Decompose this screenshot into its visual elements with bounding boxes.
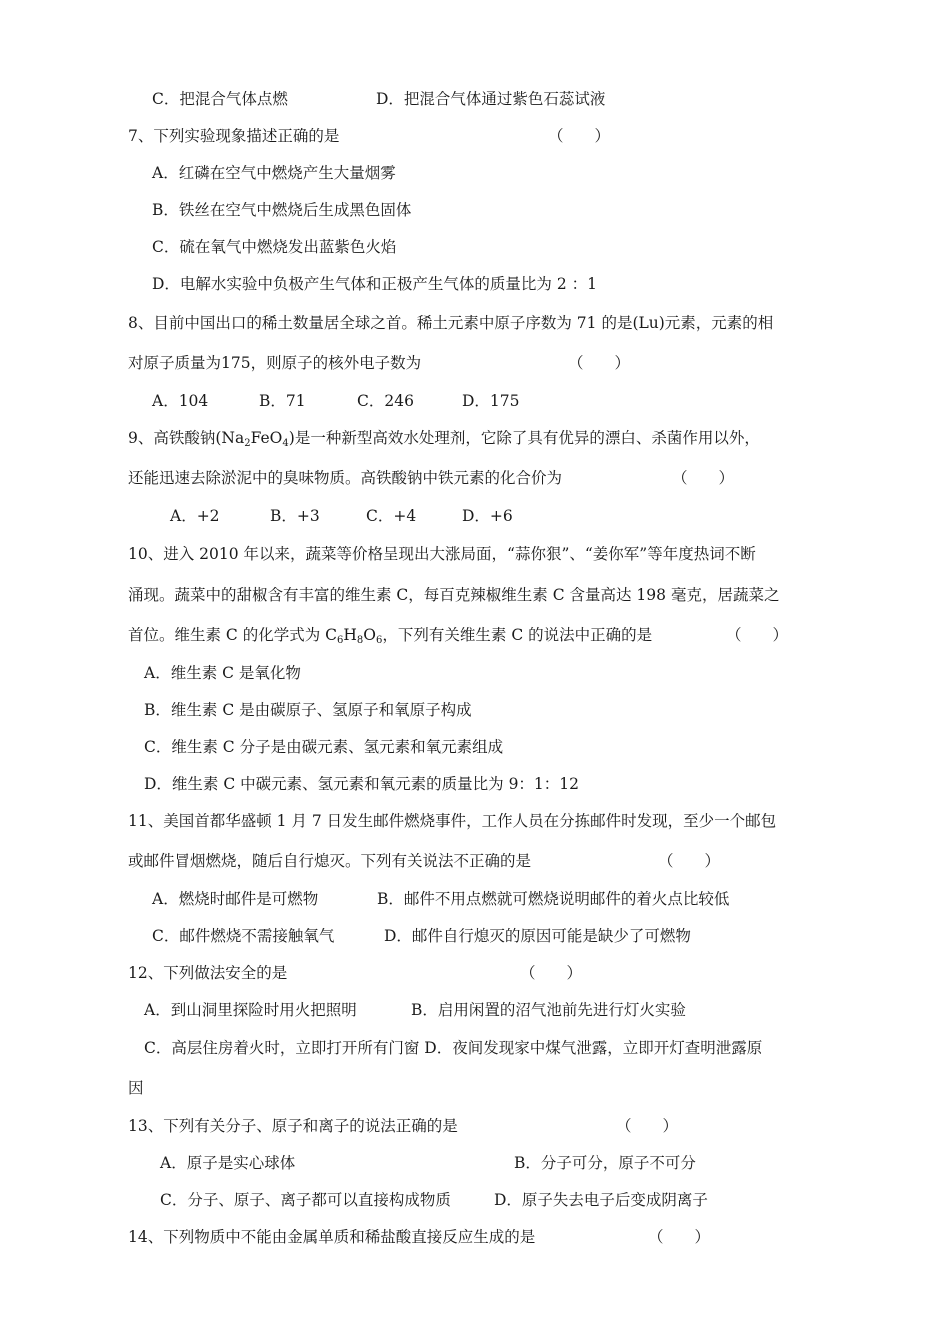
q9-sub-1: 2 [244,438,251,449]
q9-option-b: B．+3 [270,507,320,525]
q10-stem-part-c: O [363,626,377,644]
q10-option-a: A．维生素 C 是氧化物 [144,664,301,682]
q10-stem-line3 [128,625,652,645]
q9-answer-paren: （ ） [672,469,735,487]
q7-answer-paren: （ ） [548,127,611,145]
q12-answer-paren: （ ） [520,964,583,982]
q8-option-b: B．71 [259,392,306,410]
q10-option-c: C．维生素 C 分子是由碳元素、氢元素和氧元素组成 [144,738,504,756]
q8-answer-paren: （ ） [568,354,631,372]
q10-stem-part-d: ，下列有关维生素 C 的说法中正确的是 [382,626,653,644]
q12-option-d-continued: 因 [128,1079,144,1097]
q7-stem: 7、下列实验现象描述正确的是 [128,127,340,145]
q9-stem-part-b: FeO [250,429,283,447]
q11-answer-paren: （ ） [658,852,721,870]
q10-sub-1: 6 [337,635,344,646]
q9-stem-line1 [128,428,760,448]
q7-option-b: B．铁丝在空气中燃烧后生成黑色固体 [152,201,412,219]
q9-sub-2: 4 [282,438,289,449]
q10-sub-2: 8 [356,635,364,646]
q9-option-d: D．+6 [462,507,513,525]
q10-answer-paren: （ ） [726,626,789,644]
q8-stem-line2: 对原子质量为175，则原子的核外电子数为 [128,354,422,372]
q10-sub-3: 6 [376,635,383,646]
q7-option-c: C．硫在氧气中燃烧发出蓝紫色火焰 [152,238,397,256]
q13-option-a: A．原子是实心球体 [160,1154,296,1172]
q13-option-d: D．原子失去电子后变成阴离子 [494,1191,708,1209]
q11-option-a: A．燃烧时邮件是可燃物 [152,890,319,908]
q10-option-b: B．维生素 C 是由碳原子、氢原子和氧原子构成 [144,701,472,719]
q14-answer-paren: （ ） [648,1228,711,1246]
q8-stem-line1: 8、目前中国出口的稀土数量居全球之首。稀土元素中原子序数为 71 的是(Lu)元素，元素的相 [128,314,774,332]
q11-option-c: C．邮件燃烧不需接触氧气 [152,927,335,945]
q12-stem: 12、下列做法安全的是 [128,964,288,982]
q14-stem: 14、下列物质中不能由金属单质和稀盐酸直接反应生成的是 [128,1228,536,1246]
q6-option-c: C．把混合气体点燃 [152,90,288,108]
q7-option-a: A．红磷在空气中燃烧产生大量烟雾 [152,164,396,182]
q12-option-a: A．到山洞里探险时用火把照明 [144,1001,357,1019]
q10-option-d: D．维生素 C 中碳元素、氢元素和氧元素的质量比为 9：1：12 [144,775,580,793]
q11-option-d: D．邮件自行熄灭的原因可能是缺少了可燃物 [384,927,691,945]
q10-stem-line1: 10、进入 2010 年以来，蔬菜等价格呈现出大涨局面，“蒜你狠”、“姜你军”等年度热词不断 [128,545,756,563]
q9-stem-part-c: )是一种新型高效水处理剂，它除了具有优异的漂白、杀菌作用以外， [288,429,760,447]
q12-option-c-d: C．高层住房着火时，立即打开所有门窗 D．夜间发现家中煤气泄露，立即开灯查明泄露原 [144,1039,763,1057]
q10-stem-part-b: H [343,626,357,644]
q13-option-c: C．分子、原子、离子都可以直接构成物质 [160,1191,451,1209]
q11-stem-line1: 11、美国首都华盛顿 1 月 7 日发生邮件燃烧事件，工作人员在分拣邮件时发现，至少一个邮包 [128,812,777,830]
q11-option-b: B．邮件不用点燃就可燃烧说明邮件的着火点比较低 [377,890,730,908]
q13-option-b: B．分子可分，原子不可分 [514,1154,696,1172]
q11-stem-line2: 或邮件冒烟燃烧，随后自行熄灭。下列有关说法不正确的是 [128,852,532,870]
q9-stem-part-a: 9、高铁酸钠(Na [128,429,245,447]
q7-option-d: D．电解水实验中负极产生气体和正极产生气体的质量比为 2 ：1 [152,275,598,293]
q12-option-b: B．启用闲置的沼气池前先进行灯火实验 [411,1001,686,1019]
q8-option-d: D．175 [462,392,520,410]
q10-stem-part-a: 首位。维生素 C 的化学式为 C [128,626,338,644]
q8-option-c: C．246 [357,392,414,410]
q13-stem: 13、下列有关分子、原子和离子的说法正确的是 [128,1117,458,1135]
q10-stem-line2: 涌现。蔬菜中的甜椒含有丰富的维生素 C，每百克辣椒维生素 C 含量高达 198 毫克，居蔬菜之 [128,586,780,604]
q8-option-a: A．104 [152,392,209,410]
q9-stem-line2: 还能迅速去除淤泥中的臭味物质。高铁酸钠中铁元素的化合价为 [128,469,563,487]
q9-option-c: C．+4 [366,507,417,525]
q13-answer-paren: （ ） [616,1117,679,1135]
q6-option-d: D．把混合气体通过紫色石蕊试液 [376,90,606,108]
q9-option-a: A．+2 [170,507,220,525]
